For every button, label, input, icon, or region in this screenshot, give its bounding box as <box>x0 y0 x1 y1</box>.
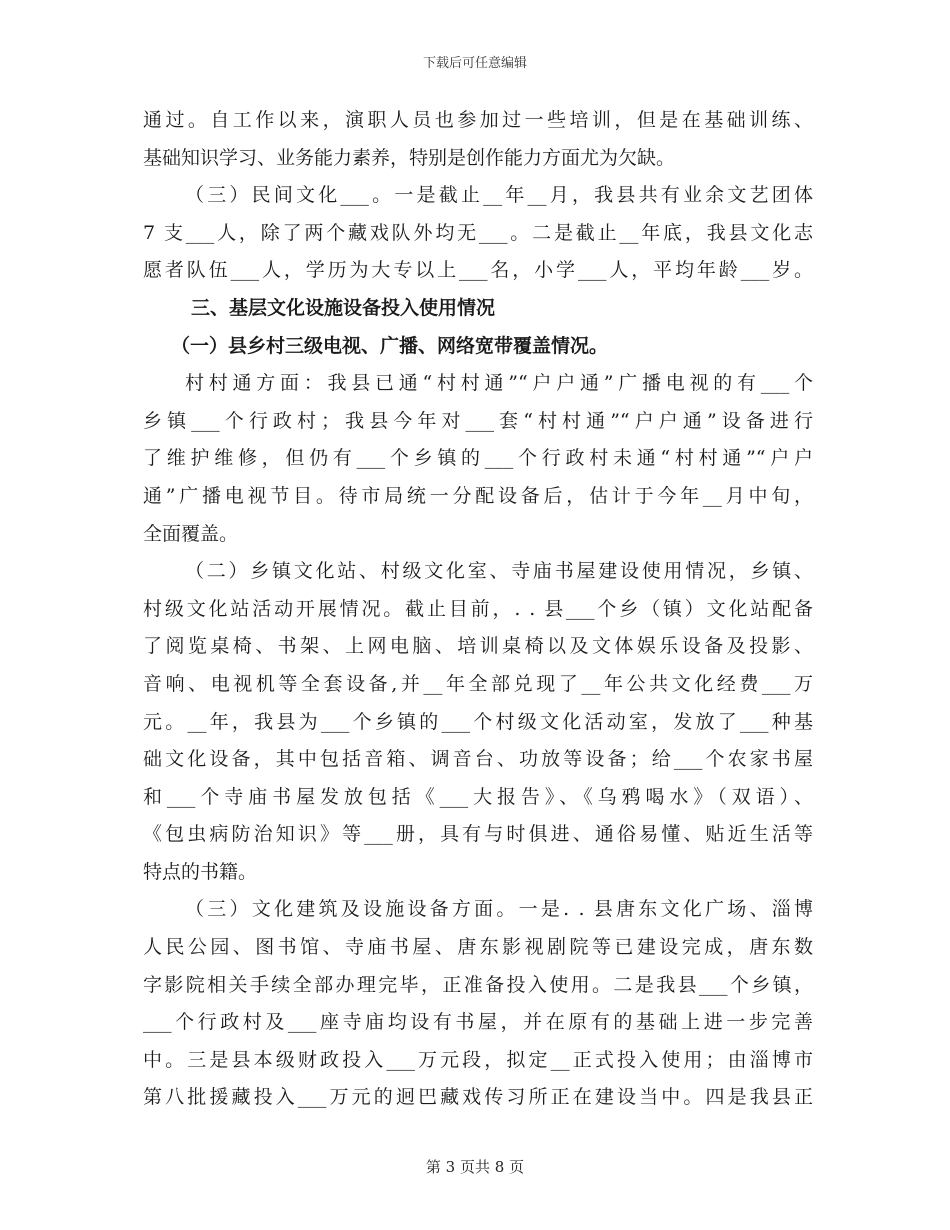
text-line: 全面覆盖。 <box>143 522 239 545</box>
section-heading: 三、基层文化设施设备投入使用情况 <box>191 296 496 319</box>
text-line: 了维护维修，但仍有___个乡镇的___个行政村未通“村村通”“户户 <box>143 447 813 470</box>
text-line: 7 支___人，除了两个藏戏队外均无___。二是截止__年底，我县文化志 <box>143 221 813 244</box>
text-line: ___个行政村及___座寺庙均设有书屋，并在原有的基础上进一步完善 <box>143 1011 813 1034</box>
text-line: 基础知识学习、业务能力素养，特别是创作能力方面尤为欠缺。 <box>143 146 676 169</box>
document-body <box>143 102 813 1117</box>
text-line: （二）乡镇文化站、村级文化室、寺庙书屋建设使用情况，乡镇、 <box>185 560 813 583</box>
text-line: （三）民间文化___。一是截止__年__月，我县共有业余文艺团体 <box>185 184 813 207</box>
text-line: 乡镇___个行政村；我县今年对___套“村村通”“户户通”设备进行 <box>143 409 813 432</box>
text-line: （三）文化建筑及设施设备方面。一是. . 县唐东文化广场、淄博 <box>185 898 813 921</box>
text-line: 通”广播电视节目。待市局统一分配设备后，估计于今年__月中旬， <box>143 484 813 507</box>
text-line: 通过。自工作以来，演职人员也参加过一些培训，但是在基础训练、 <box>143 109 813 131</box>
text-line: 村村通方面：我县已通“村村通”“户户通”广播电视的有___个 <box>185 372 813 395</box>
text-line: 和___个寺庙书屋发放包括《___大报告》、《乌鸦喝水》（双语）、 <box>143 785 813 808</box>
page-footer: 第 3 页共 8 页 <box>425 1158 525 1176</box>
text-line: 础文化设备，其中包括音箱、调音台、功放等设备；给___个农家书屋 <box>143 748 813 771</box>
text-line: 村级文化站活动开展情况。截止目前，. . 县___个乡（镇）文化站配备 <box>143 597 813 620</box>
text-line: 特点的书籍。 <box>143 860 258 883</box>
text-line: 元。__年，我县为___个乡镇的___个村级文化活动室，发放了___种基 <box>143 710 813 733</box>
text-line: 了阅览桌椅、书架、上网电脑、培训桌椅以及文体娱乐设备及投影、 <box>143 635 813 658</box>
text-line: 字影院相关手续全部办理完毕，正准备投入使用。二是我县___个乡镇， <box>143 973 813 996</box>
text-line: 《包虫病防治知识》等___册，具有与时俱进、通俗易懂、贴近生活等 <box>143 823 813 846</box>
subsection-heading: （一）县乡村三级电视、广播、网络宽带覆盖情况。 <box>171 334 609 357</box>
text-line: 音响、电视机等全套设备,并__年全部兑现了__年公共文化经费___万 <box>143 672 813 695</box>
page-header: 下载后可任意编辑 <box>422 56 527 71</box>
text-line: 第八批援藏投入___万元的迥巴藏戏传习所正在建设当中。四是我县正 <box>143 1086 813 1109</box>
text-line: 中。三是县本级财政投入___万元段，拟定__正式投入使用；由淄博市 <box>143 1048 813 1071</box>
text-line: 人民公园、图书馆、寺庙书屋、唐东影视剧院等已建设完成，唐东数 <box>143 936 813 959</box>
text-line: 愿者队伍___人，学历为大专以上___名，小学___人，平均年龄___岁。 <box>143 259 813 282</box>
